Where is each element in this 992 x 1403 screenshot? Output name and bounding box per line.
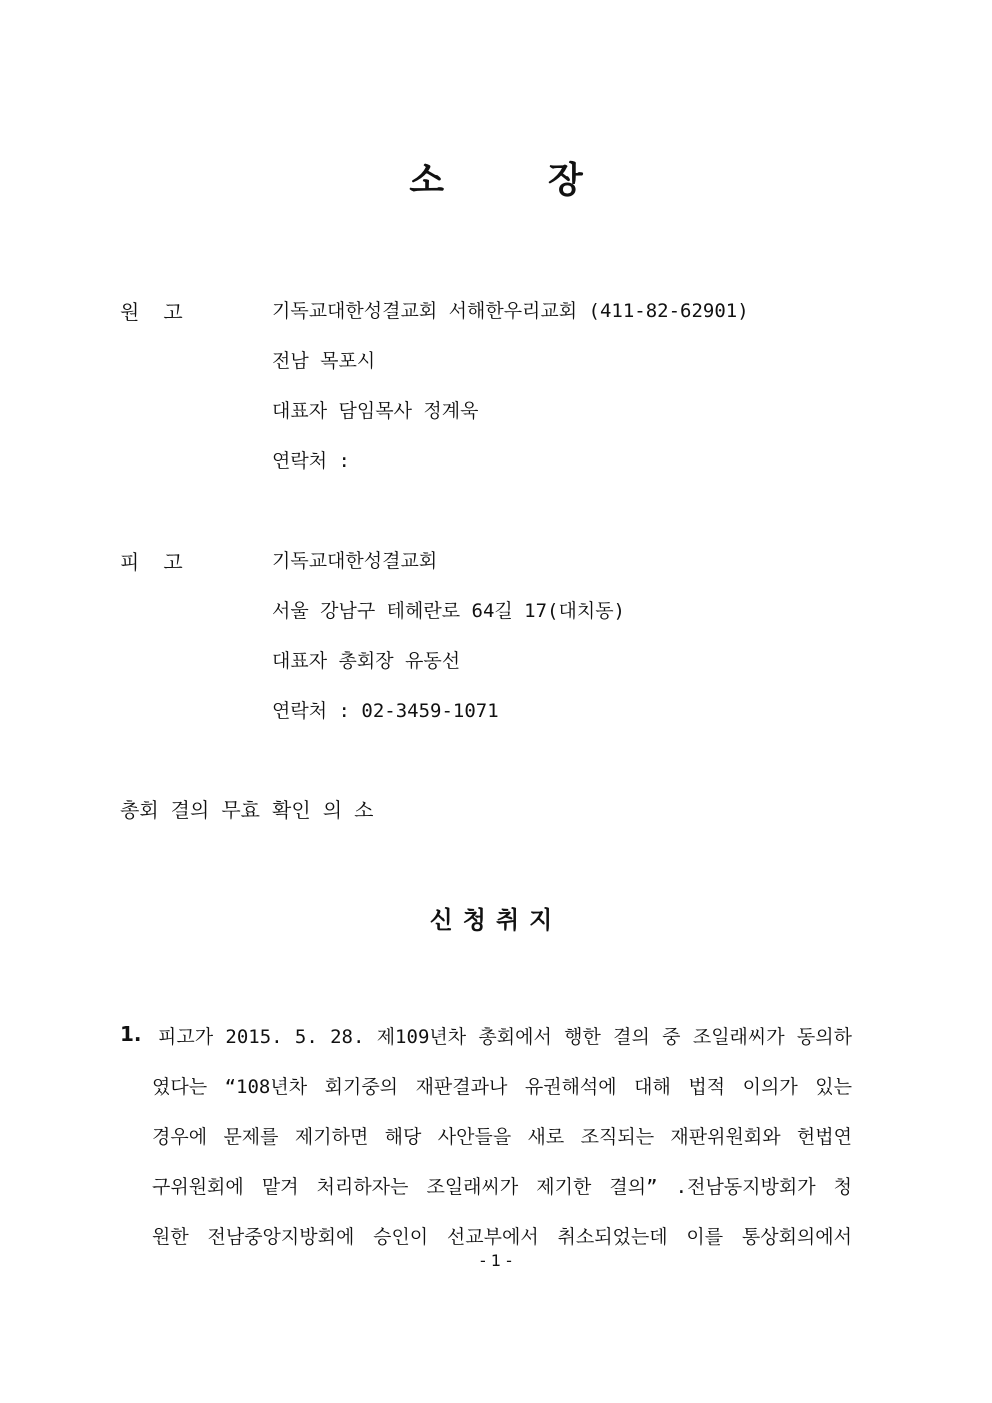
defendant-representative: 대표자 총회장 유동선: [272, 650, 461, 672]
plaintiff-name: 기독교대한성결교회 서해한우리교회 (411-82-62901): [272, 300, 749, 322]
page-number: - 1 -: [480, 1251, 512, 1270]
paragraph-line: 피고가 2015. 5. 28. 제109년차 총회에서 행한 결의 중 조일래씨가 동의하: [158, 1026, 852, 1048]
defendant-label: 피 고: [120, 550, 183, 574]
document-title: [0, 152, 992, 203]
plaintiff-label: 원 고: [120, 300, 183, 324]
paragraph-line: 였다는 “108년차 회기중의 재판결과나 유권해석에 대해 법적 이의가 있는: [152, 1076, 852, 1098]
defendant-name: 기독교대한성결교회: [272, 550, 438, 572]
plaintiff-representative: 대표자 담임목사 정계욱: [272, 400, 479, 422]
title-char-2: 장: [548, 159, 583, 201]
item-number: 1.: [120, 1022, 142, 1046]
plaintiff-contact: 연락처 :: [272, 450, 350, 472]
defendant-address: 서울 강남구 테헤란로 64길 17(대치동): [272, 600, 625, 622]
case-name: 총회 결의 무효 확인 의 소: [120, 798, 374, 822]
plaintiff-address: 전남 목포시: [272, 350, 376, 372]
paragraph-line: 원한 전남중앙지방회에 승인이 선교부에서 취소되었는데 이를 통상회의에서: [152, 1226, 852, 1248]
section-heading: 신청취지: [429, 905, 563, 934]
paragraph-line: 경우에 문제를 제기하면 해당 사안들을 새로 조직되는 재판위원회와 헌법연: [152, 1126, 852, 1148]
paragraph-line: 구위원회에 맡겨 처리하자는 조일래씨가 제기한 결의” .전남동지방회가 청: [152, 1176, 852, 1198]
title-char-1: 소: [409, 159, 444, 201]
defendant-contact: 연락처 : 02-3459-1071: [272, 700, 499, 722]
